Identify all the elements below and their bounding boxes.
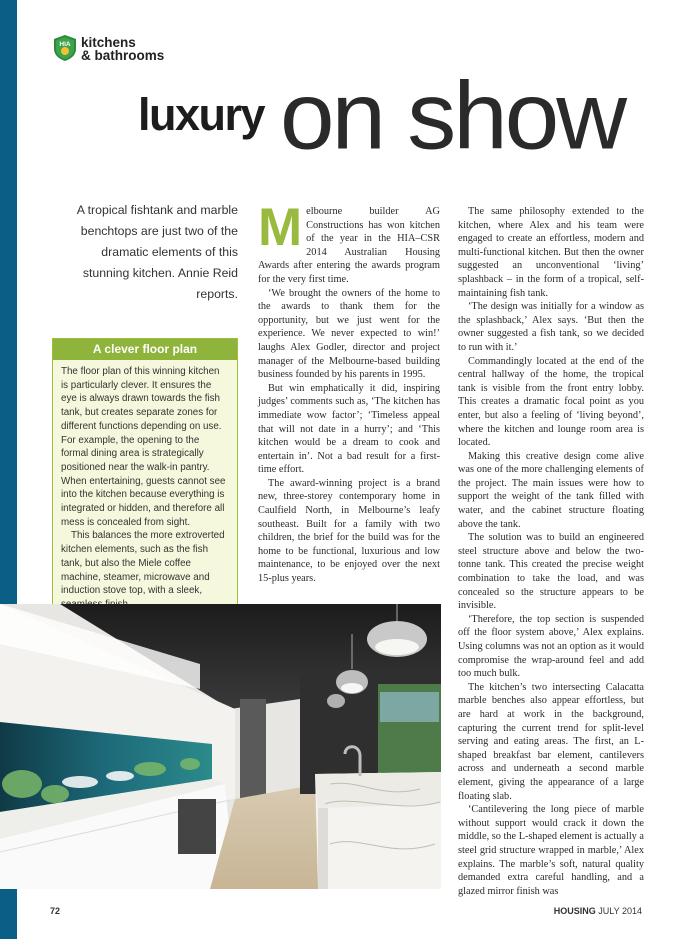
section-label [81, 36, 164, 62]
kitchen-photo [0, 604, 441, 889]
article-paragraph: ‘We brought the owners of the home to the awards to thank them for the opportunity, but we just went for the experience. We never expected to win!’ laughs Alex Godler, director and project manager of the Melbourne-based building business founded by his parents in 1995. [258, 287, 440, 381]
article-column-2 [458, 205, 644, 898]
article-column-1 [258, 198, 440, 586]
headline-luxury: luxury [138, 89, 265, 140]
sidebar-body [53, 360, 237, 612]
article-paragraph: The kitchen’s two intersecting Calacatta marble benches also appear effortless, but are hard at work in the background, capturing the current trend for split-level serving and eating areas. The first, an L-shaped breakfast bar element, cantilevers across and underneath a second marble element, giving the appearance of a large floating slab. [458, 681, 644, 802]
article-paragraph: Commandingly located at the end of the central hallway of the home, the tropical tank is visible from the front entry lobby. This creates a dramatic focal point as you enter, but also a feeling of ‘living beyond’, where the kitchen and lounge room area is located. [458, 355, 644, 449]
sidebar-title: A clever floor plan [53, 339, 237, 360]
logo-text: HIA [59, 41, 71, 48]
publication-name: HOUSING [553, 906, 596, 916]
sidebar-paragraph: The floor plan of this winning kitchen is particularly clever. It ensures the eye is always drawn towards the fish tank, but creates separate zones for different functions depending on use. For example, the opening to the formal dining area is strategically positioned near the walk-in pantry. When entertaining, guests cannot see into the kitchen because everything is integrated or hidden, and therefore all mess is concealed from sight. [61, 366, 226, 528]
headline-on-show: on show [280, 61, 625, 169]
article-paragraph: ‘Therefore, the top section is suspended off the floor system above,’ Alex explains. Using columns was not an option as it would compromise the wrap-around feel and add too much bulk. [458, 613, 644, 680]
hia-logo [52, 34, 78, 62]
article-paragraph: But win emphatically it did, inspiring judges’ comments such as, ‘The kitchen has immediate wow factor’; ‘Timeless appeal that will not date in a hurry’; and ‘This kitchen would be a dream to cook and entertain in’. Not a bad result for a first-time effort. [258, 382, 440, 476]
sidebar-box [52, 338, 238, 642]
article-paragraph: Making this creative design come alive was one of the more challenging elements of the project. The main issues were how to support the weight of the tank filled with water, and the cabinet structure floating above the tank. [458, 450, 644, 530]
article-paragraph: ‘The design was initially for a window as the splashback,’ Alex says. ‘But then the owner suggested a fish tank, so we decided to run with it.’ [458, 301, 644, 353]
article-paragraph: ‘Cantilevering the long piece of marble without support would crack it down the middle, so the L-shaped element is actually a steel grid structure wrapped in marble,’ Alex explains. The marble’s soft, natural quality demanded extra careful handling, and a glazed mirror finish was [458, 804, 644, 897]
article-paragraph: The same philosophy extended to the kitchen, where Alex and his team were engaged to create an effortless, modern and multi-functional kitchen. But then the owner suggested an unconventional ‘living’ splashback – in the form of a tropical, self-maintaining fish tank. [458, 206, 644, 299]
page-number: 72 [50, 906, 61, 916]
publication-issue: JULY 2014 [598, 906, 642, 916]
section-label-line1: kitchens [81, 35, 136, 50]
section-label-line2: & bathrooms [81, 48, 165, 63]
article-paragraph: elbourne builder AG Constructions has won kitchen of the year in the HIA–CSR 2014 Australian Housing Awards after entering the awards program for the very first time. [258, 206, 440, 285]
article-paragraph: The award-winning project is a brand new, three-storey contemporary home in Caulfield North, in Melbourne’s leafy southeast. Built for a family with two children, the brief for the build was for the home to be functional, luxurious and low maintenance, to be enjoyed over the next 15-plus years. [258, 477, 440, 585]
drop-cap: M [258, 198, 303, 257]
sidebar-paragraph: This balances the more extroverted kitchen elements, such as the fish tank, but also the Miele coffee machine, steamer, microwave and induction stove top, with a sleek, [61, 530, 225, 597]
publication-footer [554, 906, 642, 916]
standfirst: A tropical fishtank and marble benchtops are just two of the dramatic elements of this stunning kitchen. Annie Reid reports. [76, 203, 238, 301]
article-paragraph: The solution was to build an engineered steel structure above and below the two-tonne tank. This created the precise weight combination to take the load, and was concealed so the structure appears to be invisible. [458, 532, 644, 612]
